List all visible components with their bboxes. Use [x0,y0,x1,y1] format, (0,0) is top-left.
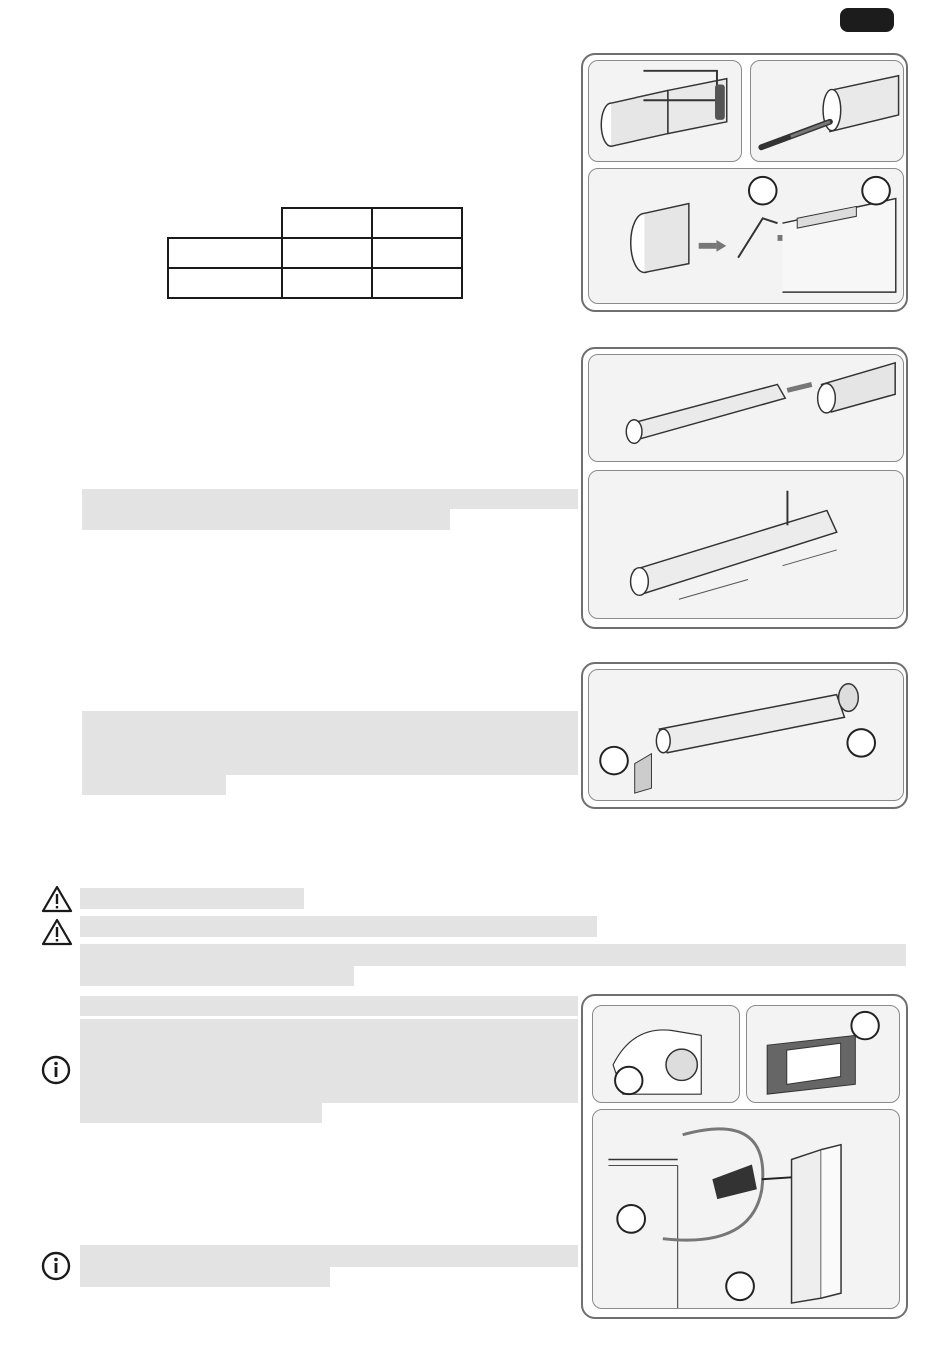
table-cell [372,208,462,238]
table-cell [168,238,282,268]
figure-motor-into-tube [588,354,904,462]
redacted-text-block [80,1245,578,1267]
figure-hacksaw [588,60,742,162]
table-cell [282,238,372,268]
redacted-text-block [82,509,450,530]
redacted-text-block [80,888,304,909]
info-circle-icon [41,1055,71,1085]
figure-deburring [750,60,904,162]
table-cell [282,268,372,298]
table-cell [372,238,462,268]
table-row [168,238,462,268]
table-cell [168,268,282,298]
redacted-text-block [80,916,597,937]
redacted-text-block [82,711,578,775]
redacted-text-block [82,775,226,795]
figure-tube-end-caps [588,669,904,801]
language-badge [840,8,894,32]
figure-panel-connector [581,994,908,1319]
redacted-text-block [82,489,578,509]
redacted-text-block [80,944,906,966]
redacted-text-block [80,966,354,986]
figure-motor-screw [588,470,904,619]
figure-connector-assembly [592,1005,740,1103]
warning-triangle-icon [41,885,73,913]
figure-notch-cutting [588,168,904,304]
info-circle-icon [41,1251,71,1281]
redacted-text-block [80,1019,578,1103]
redacted-text-block [80,1103,322,1123]
table-cell [372,268,462,298]
figure-panel-motor-insertion [581,347,908,629]
figure-connector-clip [746,1005,900,1103]
table-cell [168,208,282,238]
table-row [168,268,462,298]
figure-motor-cable-to-control [592,1109,900,1309]
redacted-text-block [80,996,578,1016]
figure-panel-tube-cutting [581,53,908,312]
figure-panel-end-caps [581,662,908,809]
dimension-table [167,207,463,299]
redacted-text-block [80,1267,330,1287]
warning-triangle-icon [41,918,73,946]
table-cell [282,208,372,238]
table-row [168,208,462,238]
